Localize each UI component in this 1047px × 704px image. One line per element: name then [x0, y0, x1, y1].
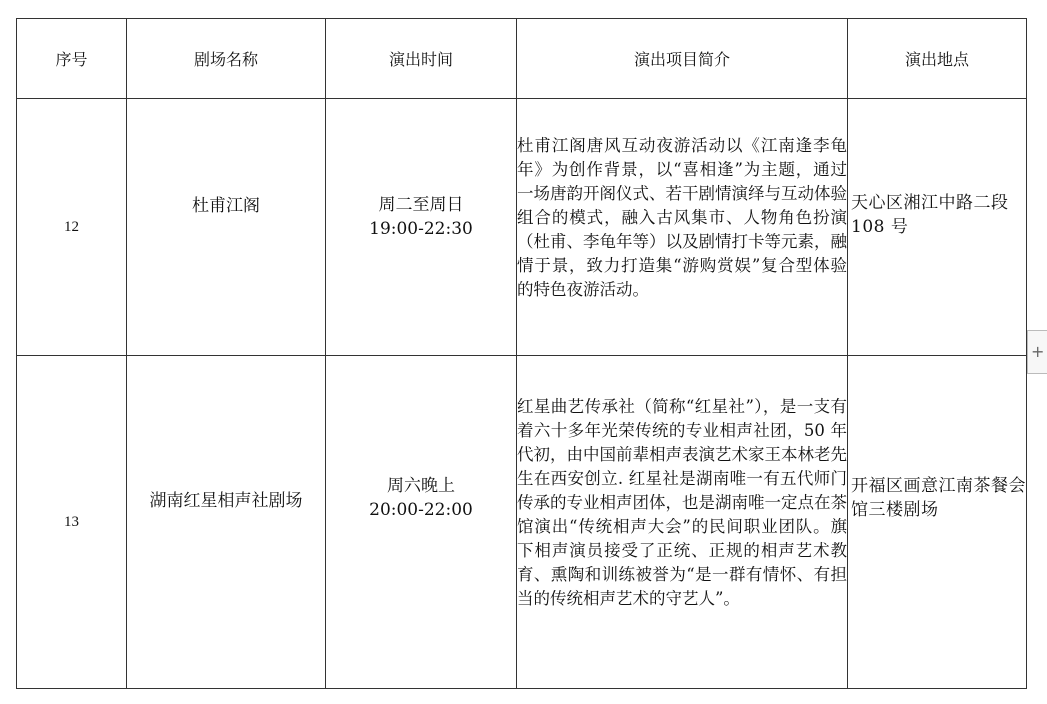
- header-theater: 剧场名称: [127, 19, 326, 99]
- row-time: [326, 99, 517, 356]
- table-row: [17, 356, 1027, 689]
- intro-text: 杜甫江阁唐风互动夜游活动以《江南逢李龟年》为创作背景，以“喜相逢”为主题，通过一场唐韵开阁仪式、若干剧情演绎与互动体验组合的模式，融入古风集市、人物角色扮演（杜甫、李龟年等）以及剧情打卡等元素，融情于景，致力打造集“游购赏娱”复合型体验的特色夜游活动。: [517, 136, 847, 299]
- row-theater: [127, 356, 326, 689]
- table-header-row: [17, 19, 1027, 99]
- header-location: 演出地点: [848, 19, 1027, 99]
- plus-icon: +: [1031, 342, 1045, 361]
- time-hours: 19:00-22:30: [369, 219, 473, 239]
- row-intro: [517, 356, 848, 689]
- theater-name: 杜甫江阁: [192, 195, 260, 216]
- row-intro: [517, 99, 848, 356]
- row-no: 13: [17, 356, 127, 689]
- row-no: 12: [17, 99, 127, 356]
- add-button[interactable]: [1027, 330, 1047, 374]
- row-time: [326, 356, 517, 689]
- row-theater: [127, 99, 326, 356]
- theater-name: 湖南红星相声社剧场: [149, 490, 303, 511]
- time-days: 周二至周日: [378, 195, 464, 215]
- header-intro: 演出项目简介: [517, 19, 848, 99]
- time-days: 周六晚上: [387, 476, 455, 496]
- table-row: [17, 99, 1027, 356]
- header-time: 演出时间: [326, 19, 517, 99]
- row-location: [848, 356, 1027, 689]
- location-text: 开福区画意江南茶餐会馆三楼剧场: [851, 476, 1026, 520]
- time-hours: 20:00-22:00: [369, 500, 473, 520]
- location-text: 天心区湘江中路二段 108 号: [851, 193, 1009, 237]
- header-no: 序号: [17, 19, 127, 99]
- intro-text: 红星曲艺传承社（简称“红星社”），是一支有着六十多年光荣传统的专业相声社团，50 年代初，由中国前辈相声表演艺术家王本林老先生在西安创立. 红星社是湖南唯一有五代师门传承的专业相声团体，也是湖南唯一定点在茶馆演出“传统相声大会”的民间职业团队。旗下相声演员接受了正统、正规的相声艺术教育、熏陶和训练被誉为“是一群有情怀、有担当的传统相声艺术的守艺人”。: [517, 397, 847, 608]
- schedule-table: [16, 18, 1027, 689]
- row-location: [848, 99, 1027, 356]
